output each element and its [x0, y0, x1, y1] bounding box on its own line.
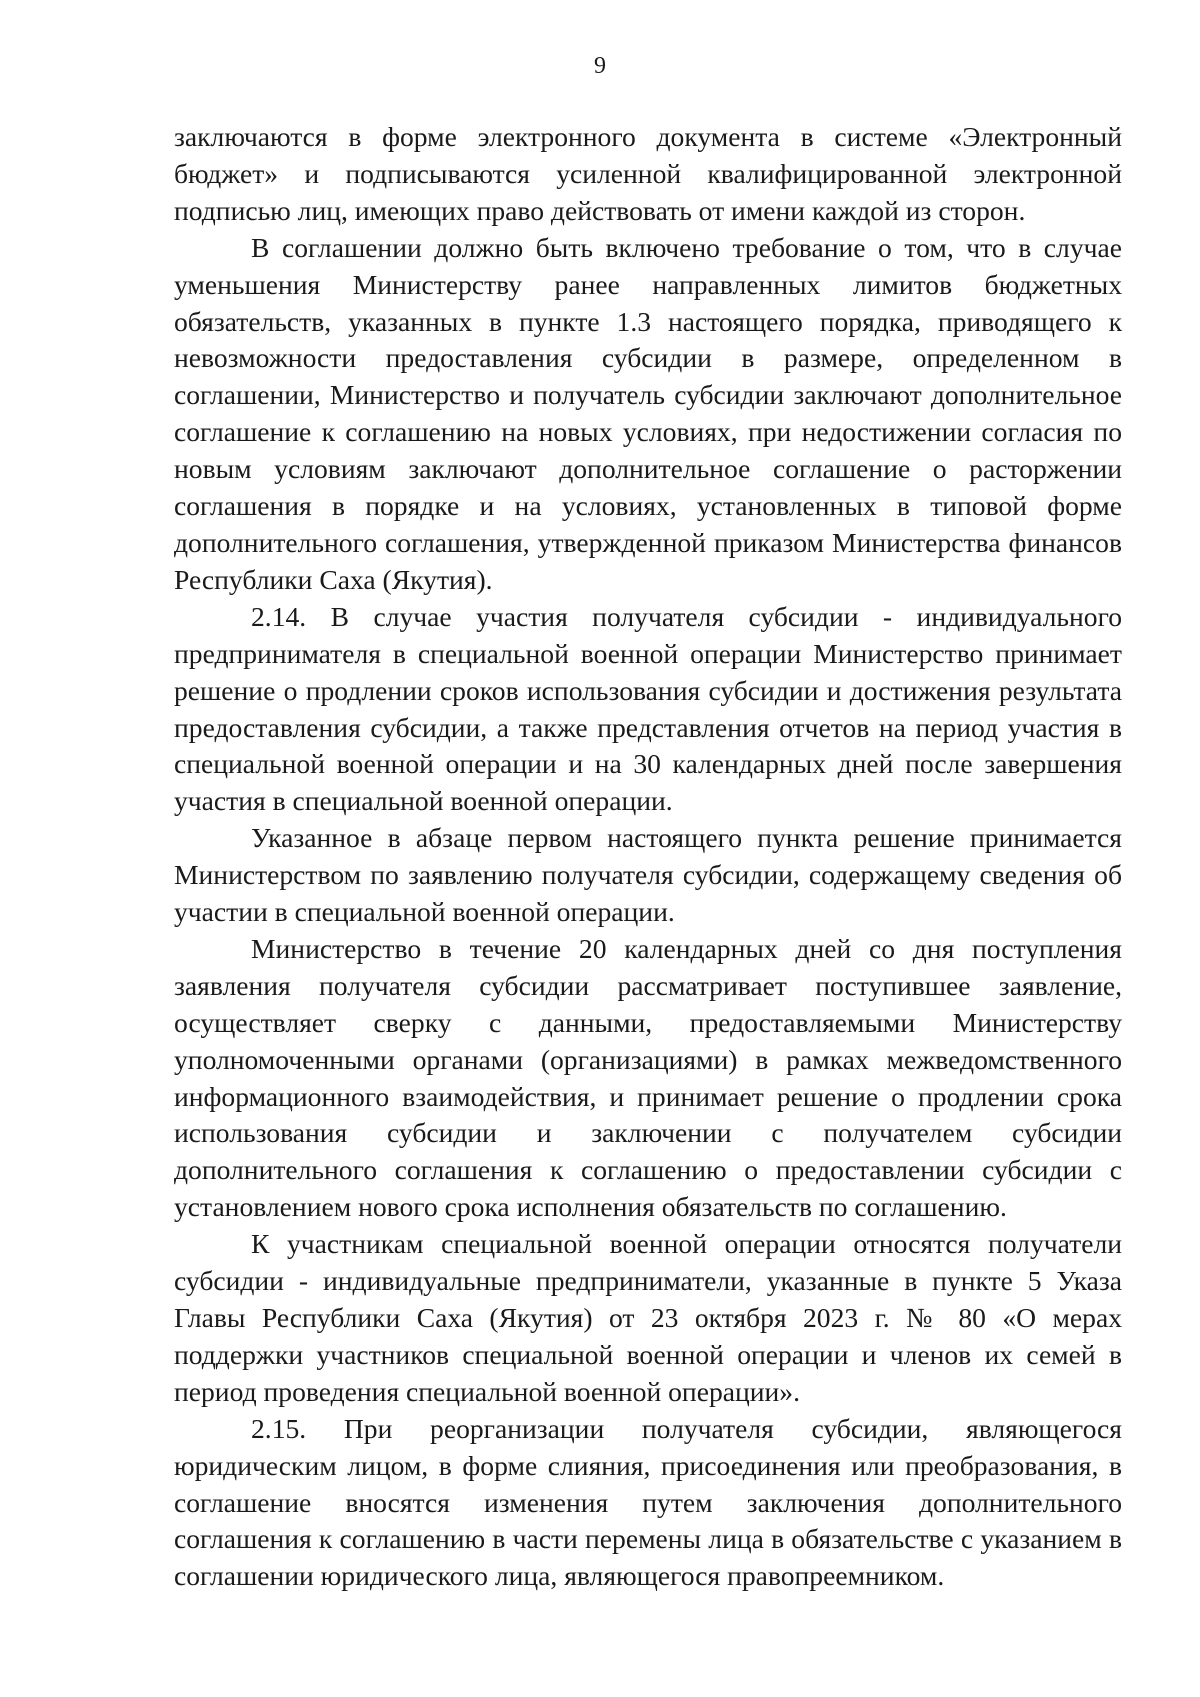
paragraph-2-15: 2.15. При реорганизации получателя субсидии, являющегося юридическим лицом, в форме слияния, присоединения или преобразования, в соглашение вносятся изменения путем заключения дополнительного соглашения к соглашению в части перемены лица в обязательстве с указанием в соглашении юридического лица, являющегося правопреемником.	[174, 1412, 1122, 1592]
paragraph-decision-basis: Указанное в абзаце первом настоящего пункта решение принимается Министерством по заявлению получателя субсидии, содержащему сведения об участии в специальной военной операции.	[174, 822, 1122, 928]
paragraph-continuation: заключаются в форме электронного документа в системе «Электронный бюджет» и подписываются усиленной квалифицированной электронной подписью лиц, имеющих право действовать от имени каждой из сторон.	[174, 121, 1122, 226]
document-body	[174, 119, 1122, 1595]
paragraph-2-14: 2.14. В случае участия получателя субсидии - индивидуального предпринимателя в специальной военной операции Министерство принимает решение о продлении сроков использования субсидии и достижения результата предоставления субсидии, а также представления отчетов на период участия в специальной военной операции и на 30 календарных дней после завершения участия в специальной военной операции.	[174, 600, 1122, 817]
paragraph-agreement-requirement: В соглашении должно быть включено требование о том, что в случае уменьшения Министерству ранее направленных лимитов бюджетных обязательств, указанных в пункте 1.3 настоящего порядка, приводящего к невозможности предоставления субсидии в размере, определенном в соглашении, Министерство и получатель субсидии заключают дополнительное соглашение к соглашению на новых условиях, при недостижении согласия по новым условиям заключают дополнительное соглашение о расторжении соглашения в порядке и на условиях, установленных в типовой форме дополнительного соглашения, утвержденной приказом Министерства финансов Республики Саха (Якутия).	[174, 231, 1122, 595]
page-number: 9	[594, 53, 606, 79]
paragraph-ministry-review: Министерство в течение 20 календарных дней со дня поступления заявления получателя субсидии рассматривает поступившее заявление, осуществляет сверку с данными, предоставляемыми Министерству уполномоченными органами (организациями) в рамках межведомственного информационного взаимодействия, и принимает решение о продлении срока использования субсидии и заключении с получателем субсидии дополнительного соглашения к соглашению о предоставлении субсидии с установлением нового срока исполнения обязательств по соглашению.	[174, 932, 1122, 1223]
paragraph-participants-definition: К участникам специальной военной операции относятся получатели субсидии - индивидуальные предприниматели, указанные в пункте 5 Указа Главы Республики Саха (Якутия) от 23 октября 2023 г. № 80 «О мерах поддержки участников специальной военной операции и членов их семей в период проведения специальной военной операции».	[174, 1228, 1122, 1407]
